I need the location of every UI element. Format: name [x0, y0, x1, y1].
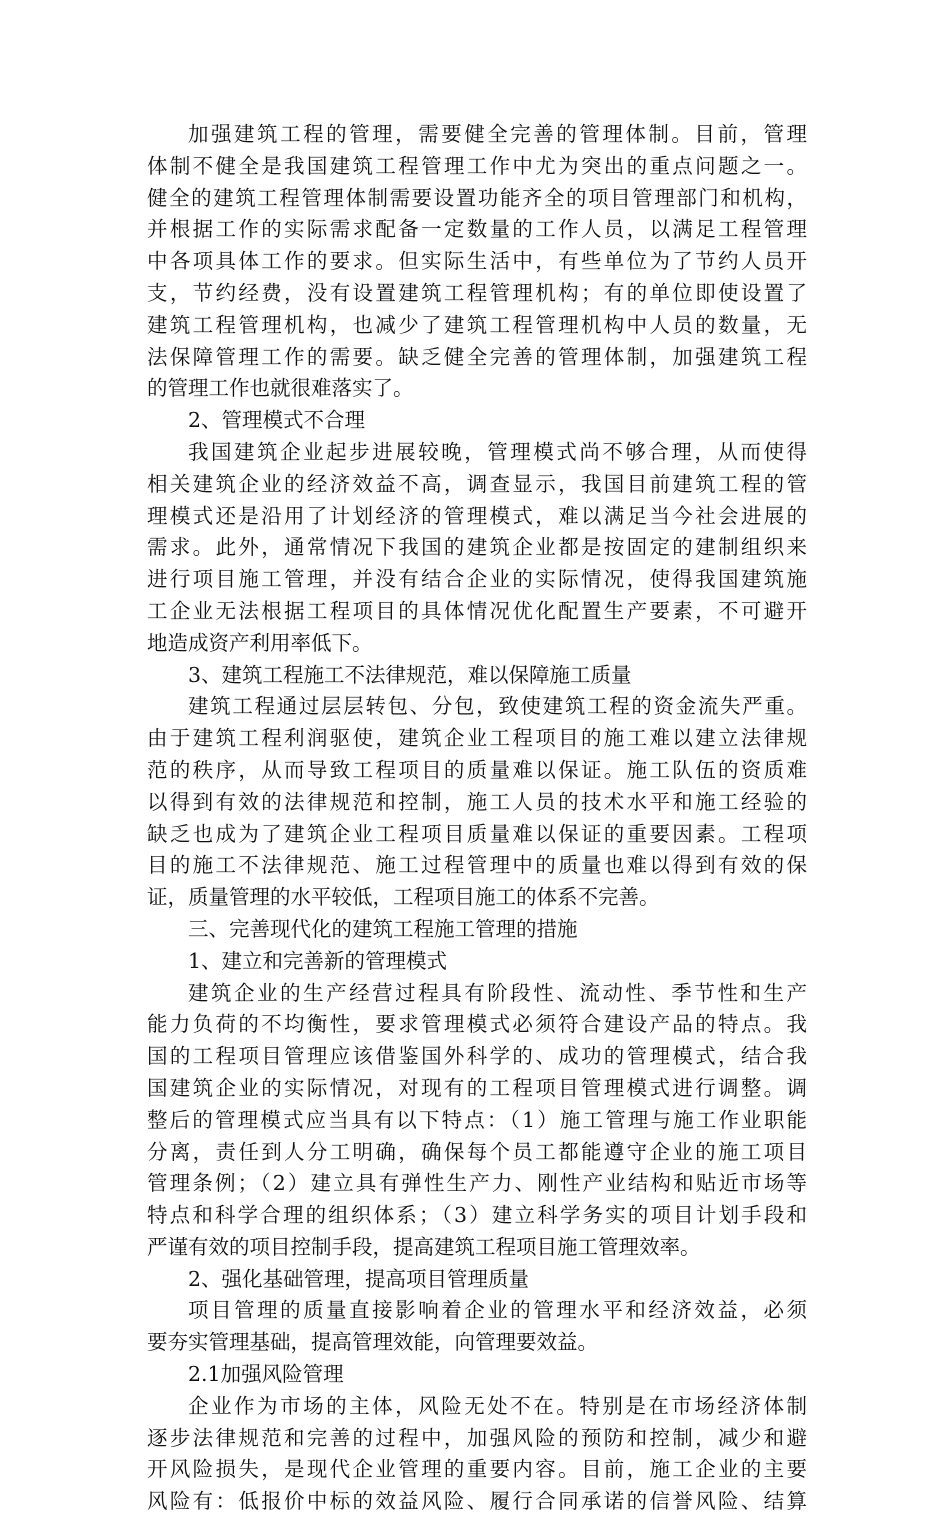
text-line: 健全的建筑工程管理体制需要设置功能齐全的项目管理部门和机构，	[147, 185, 807, 210]
text-line: 要夯实管理基础，提高管理效能，向管理要效益。	[147, 1330, 598, 1355]
text-line: 2、管理模式不合理	[188, 408, 366, 433]
text-line: 开风险损失，是现代企业管理的重要内容。目前，施工企业的主要	[147, 1457, 807, 1482]
text-line: 逐步法律规范和完善的过程中，加强风险的预防和控制，减少和避	[147, 1425, 807, 1450]
text-line: 建筑工程通过层层转包、分包，致使建筑工程的资金流失严重。	[188, 694, 807, 719]
text-line: 国建筑企业的实际情况，对现有的工程项目管理模式进行调整。调	[147, 1075, 807, 1100]
text-line: 范的秩序，从而导致工程项目的质量难以保证。施工队伍的资质难	[147, 757, 807, 782]
text-line: 2.1加强风险管理	[188, 1362, 344, 1387]
text-line: 特点和科学合理的组织体系；（3）建立科学务实的项目计划手段和	[147, 1203, 807, 1228]
text-line: 工企业无法根据工程项目的具体情况优化配置生产要素，不可避开	[147, 598, 807, 623]
text-line: 理模式还是沿用了计划经济的管理模式，难以满足当今社会进展的	[147, 503, 807, 528]
text-line: 缺乏也成为了建筑企业工程项目质量难以保证的重要因素。工程项	[147, 821, 807, 846]
text-line: 3、建筑工程施工不法律规范，难以保障施工质量	[188, 662, 632, 687]
document-body	[147, 119, 807, 1518]
text-line: 三、完善现代化的建筑工程施工管理的措施	[188, 916, 578, 941]
text-line: 分离，责任到人分工明确，确保每个员工都能遵守企业的施工项目	[147, 1139, 807, 1164]
text-line: 建筑企业的生产经营过程具有阶段性、流动性、季节性和生产	[188, 980, 807, 1005]
text-line: 法保障管理工作的需要。缺乏健全完善的管理体制，加强建筑工程	[147, 344, 807, 369]
text-line: 证，质量管理的水平较低，工程项目施工的体系不完善。	[147, 885, 660, 910]
text-line: 建筑工程管理机构，也减少了建筑工程管理机构中人员的数量，无	[147, 312, 807, 337]
text-line: 风险有：低报价中标的效益风险、履行合同承诺的信誉风险、结算	[147, 1489, 807, 1514]
text-line: 并根据工作的实际需求配备一定数量的工作人员，以满足工程管理	[147, 217, 807, 242]
text-line: 体制不健全是我国建筑工程管理工作中尤为突出的重点问题之一。	[147, 153, 807, 178]
text-line: 地造成资产利用率低下。	[147, 630, 373, 655]
text-line: 目的施工不法律规范、施工过程管理中的质量也难以得到有效的保	[147, 853, 807, 878]
text-line: 加强建筑工程的管理，需要健全完善的管理体制。目前，管理	[188, 122, 807, 146]
text-line: 需求。此外，通常情况下我国的建筑企业都是按固定的建制组织来	[147, 535, 807, 560]
text-line: 1、建立和完善新的管理模式	[188, 948, 448, 973]
text-line: 进行项目施工管理，并没有结合企业的实际情况，使得我国建筑施	[147, 567, 807, 592]
text-line: 以得到有效的法律规范和控制，施工人员的技术水平和施工经验的	[147, 789, 807, 814]
text-line: 中各项具体工作的要求。但实际生活中，有些单位为了节约人员开	[147, 249, 807, 274]
text-line: 的管理工作也就很难落实了。	[147, 376, 414, 401]
text-line: 相关建筑企业的经济效益不高，调查显示，我国目前建筑工程的管	[147, 471, 807, 496]
text-line: 2、强化基础管理，提高项目管理质量	[188, 1266, 530, 1291]
text-line: 能力负荷的不均衡性，要求管理模式必须符合建设产品的特点。我	[147, 1012, 807, 1037]
text-line: 管理条例；（2）建立具有弹性生产力、刚性产业结构和贴近市场等	[147, 1171, 807, 1196]
text-line: 企业作为市场的主体，风险无处不在。特别是在市场经济体制	[188, 1393, 807, 1418]
text-line: 我国建筑企业起步进展较晚，管理模式尚不够合理，从而使得	[188, 439, 807, 464]
text-line: 由于建筑工程利润驱使，建筑企业工程项目的施工难以建立法律规	[147, 726, 807, 751]
text-line: 整后的管理模式应当具有以下特点：（1）施工管理与施工作业职能	[147, 1107, 807, 1132]
text-line: 支，节约经费，没有设置建筑工程管理机构；有的单位即使设置了	[147, 280, 807, 305]
text-line: 国的工程项目管理应该借鉴国外科学的、成功的管理模式，结合我	[147, 1044, 807, 1069]
text-line: 严谨有效的项目控制手段，提高建筑工程项目施工管理效率。	[147, 1234, 701, 1259]
text-line: 项目管理的质量直接影响着企业的管理水平和经济效益，必须	[188, 1298, 807, 1323]
